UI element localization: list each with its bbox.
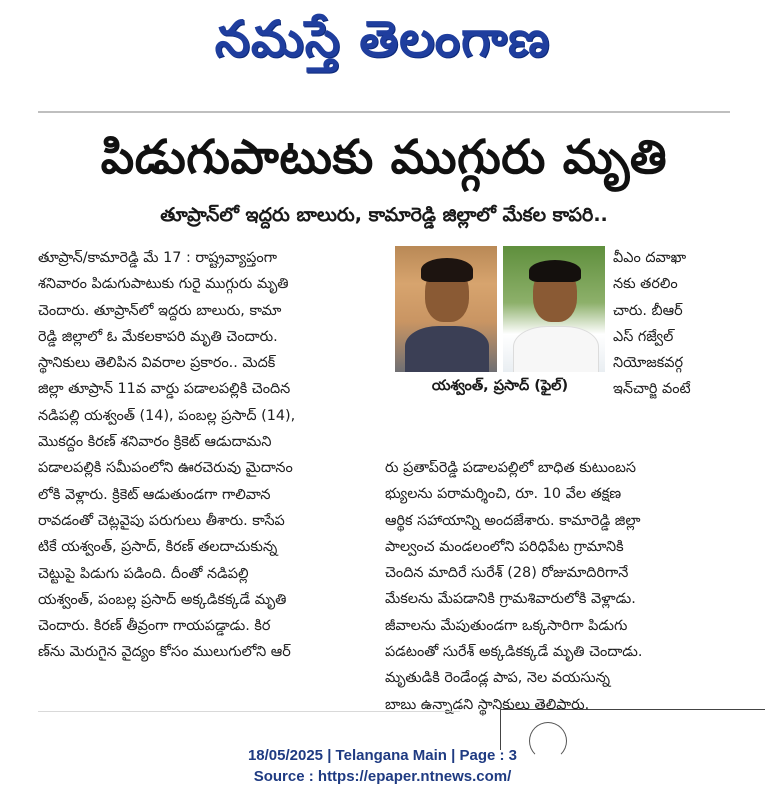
text-line: స్థానికులు తెలిపిన వివరాల ప్రకారం.. మెదక్ (38, 355, 276, 372)
masthead-divider (38, 111, 730, 113)
article-end-rule (38, 711, 460, 712)
text-line: జిల్లా తూప్రాన్ 11వ వార్డు పడాలపల్లికి చెందిన (38, 381, 291, 398)
text-line: ఇన్‌చార్జి వంటే (613, 381, 691, 398)
text-line: నియోజకవర్గ (613, 355, 684, 372)
article-column-left (38, 245, 383, 666)
photo-caption: యశ్వంత్, ప్రసాద్ (ఫైల్) (431, 378, 569, 394)
portrait-shirt (405, 326, 489, 372)
article-column-right-narrow (613, 245, 730, 403)
article-column-right-wide (385, 455, 730, 718)
text-line: చారు. బీఆర్ (613, 302, 683, 319)
text-line: బాబు ఉన్నాడని స్థానికులు తెలిపారు. (385, 696, 590, 713)
edition-info: 18/05/2025 | Telangana Main | Page : 3 (247, 747, 518, 764)
text-line: లోకి వెళ్లారు. క్రికెట్ ఆడుతుండగా గాలివాన (38, 486, 271, 503)
text-line: మృతుడికి రెండేండ్ల పాప, నెల వయసున్న (385, 670, 610, 687)
portrait-shirt (513, 326, 599, 372)
text-line: వీఎం దవాఖా (613, 250, 687, 266)
text-line: రు ప్రతాప్‌రెడ్డి పడాలపల్లిలో బాధిత కుటుంబస (385, 460, 636, 476)
text-line: ణ్‌ను మెరుగైన వైద్యం కోసం ములుగులోని ఆర్ (38, 644, 291, 661)
text-line: టికే యశ్వంత్, ప్రసాద్, కిరణ్ తలదాచుకున్న (38, 539, 278, 556)
portrait-hair (529, 260, 581, 282)
text-line: జీవాలను మేపుతుండగా ఒక్కసారిగా పిడుగు (385, 617, 628, 634)
text-line: చెందిన మాదిరే సురేశ్ (28) రోజుమాదిరిగానే (385, 565, 629, 582)
text-line: చెందారు. తూప్రాన్‌లో ఇద్దరు బాలురు, కామా (38, 302, 282, 319)
text-line: చెందారు. కిరణ్ తీవ్రంగా గాయపడ్డాడు. కిర (38, 618, 271, 635)
masthead (0, 4, 765, 74)
text-line: మేకలను మేపడానికి గ్రామశివారులోకి వెళ్లాడు. (385, 591, 636, 608)
portrait-hair (421, 258, 473, 282)
source-link[interactable]: Source : https://epaper.ntnews.com/ (253, 768, 512, 785)
photo-yashwanth (395, 246, 497, 372)
text-line: ఆర్థిక సహాయాన్ని అందజేశారు. కామారెడ్డి జిల్లా (385, 512, 641, 529)
article-subheadline: తూప్రాన్‌లో ఇద్దరు బాలురు, కామారెడ్డి జిల్లాలో మేకల కాపరి.. (160, 204, 608, 226)
text-line: నడిపల్లి యశ్వంత్ (14), పంబల్ల ప్రసాద్ (14), (38, 407, 296, 424)
text-line: భ్యులను పరామర్శించి, రూ. 10 వేల తక్షణ (385, 486, 622, 503)
text-line: మొకద్దం కిరణ్ శనివారం క్రికెట్ ఆడుదామని (38, 434, 272, 451)
text-line: పాల్వంచ మండలంలోని పరిధిపేట గ్రామానికి (385, 538, 624, 555)
text-line: రెడ్డి జిల్లాలో ఓ మేకలకాపరి మృతి చెందారు. (38, 328, 278, 345)
text-line: రావడంతో చెట్లవైపు పరుగులు తీశారు. కాసేప (38, 512, 285, 529)
text-line: యశ్వంత్, పంబల్ల ప్రసాద్ అక్కడికక్కడే మృతి (38, 591, 287, 608)
adjacent-article-corner (500, 709, 765, 750)
photo-prasad (503, 246, 605, 372)
text-line: చెట్టుపై పిడుగు పడింది. దీంతో నడిపల్లి (38, 565, 249, 582)
text-line: శనివారం పిడుగుపాటుకు గురై ముగ్గురు మృతి (38, 276, 289, 293)
text-line: పడటంతో సురేశ్ అక్కడికక్కడే మృతి చెందాడు. (385, 644, 643, 661)
text-line: తూప్రాన్/కామారెడ్డి మే 17 : రాష్ట్రవ్యాప్తంగా (38, 250, 277, 266)
article-headline: పిడుగుపాటుకు ముగ్గురు మృతి (100, 130, 668, 185)
text-line: నకు తరలిం (613, 276, 678, 293)
text-line: పడాలపల్లికి సమీపంలోని ఊరచెరువు మైదానం (38, 460, 293, 477)
masthead-title: నమస్తే తెలంగాణ (214, 10, 551, 68)
text-line: ఎస్ గజ్వేల్ (613, 328, 674, 345)
